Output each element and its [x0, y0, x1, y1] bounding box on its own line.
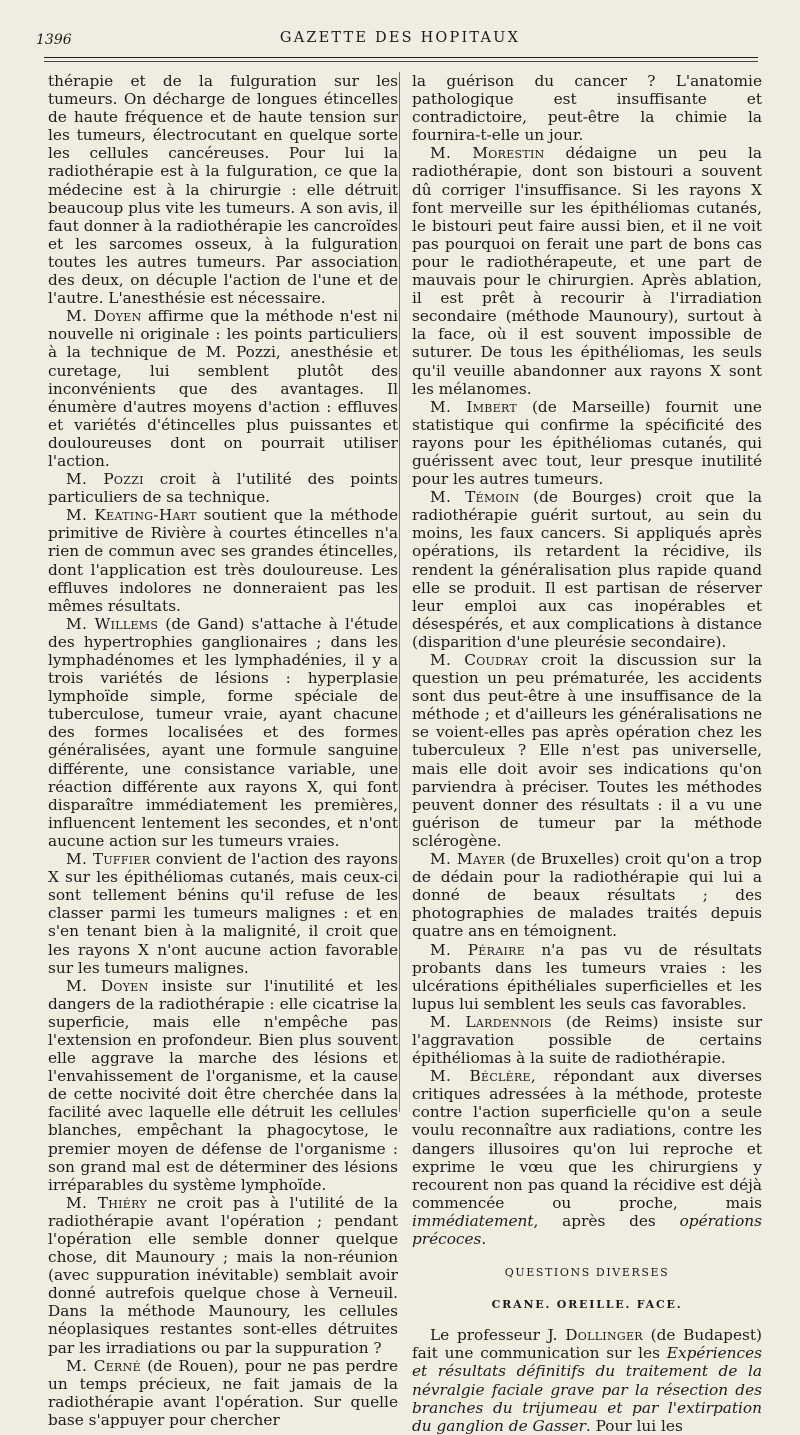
paragraph [412, 72, 762, 144]
speaker-name: M. Doyen [66, 307, 142, 326]
paragraph [412, 1013, 762, 1067]
paragraph-text: n'a pas vu de résultats probants dans les tumeurs vraies : les ulcérations épithéliales superficielles et les lupus lui semblent les seuls cas favorables. [412, 940, 762, 1013]
speaker-name: M. Keating-Hart [66, 506, 197, 525]
paragraph [412, 144, 762, 397]
paragraph-text: affirme que la méthode n'est ni nouvelle ni originale : les points particuliers à la technique de M. Pozzi, anesthésie et curetage, lui semblent plutôt des inconvénients que des avantages. Il énumère d'autres moyens d'action : effluves et variétés d'étincelles plus puissantes et douloureuses dont on pourrait utiliser l'action. [48, 307, 398, 470]
speaker-name: M. Imbert [430, 397, 518, 416]
paragraph [412, 651, 762, 850]
article-body [48, 72, 763, 1435]
speaker-name: M. Lardennois [430, 1012, 552, 1031]
paragraph-text: insiste sur l'inutilité et les dangers de la radiothérapie : elle cicatrise la superficie, mais elle n'empêche pas l'extension en profondeur. Bien plus souvent elle aggrave la marche des lésions et l'envahissement de l'organisme, et la cause de cette nocivité doit être cherchée dans la facilité avec laquelle elle détruit les cellules blanches, empêchant la phagocytose, le premier moyen de défense de l'organisme : son grand mal est de déterminer des lésions irréparables du système lymphoïde. [48, 976, 398, 1194]
paragraph [412, 398, 762, 488]
paragraph [48, 1194, 398, 1357]
emphasis-text: opérations précoces [412, 1211, 762, 1248]
paragraph-text: ne croit pas à l'utilité de la radiothérapie avant l'opération ; pendant l'opération elle semble donner quelque chose, dit Maunoury ; mais la non-réunion (avec suppuration inévitable) semblait avoir donné autrefois quelque chose à Verneuil. Dans la méthode Maunoury, les cellules néoplasiques restantes sont-elles détruites par les irradiations ou par la suppuration ? [48, 1193, 398, 1357]
speaker-name: Dollinger [565, 1326, 643, 1345]
paragraph-text: thérapie et de la fulguration sur les tumeurs. On décharge de longues étincelles de haute fréquence et de haute tension sur les tumeurs, électrocutant en quelque sorte les cellules cancéreuses. Pour lui la radiothérapie est à la fulguration, ce que la médecine est à la chirurgie : elle détruit beaucoup plus vite les tumeurs. A son avis, il faut donner à la radiothérapie les cancroïdes et les sarcomes osseux, à la fulguration toutes les autres tumeurs. Par association des deux, on décuple l'action de l'une et de l'autre. L'anesthésie est nécessaire. [48, 72, 398, 308]
paragraph [48, 307, 398, 470]
speaker-name: M. Morestin [430, 144, 545, 163]
emphasis-text: immédiatement [412, 1211, 534, 1230]
page-header [36, 30, 764, 54]
paragraph [48, 615, 398, 850]
speaker-name: M. Péraire [430, 940, 526, 959]
paragraph [48, 977, 398, 1194]
right-column [412, 72, 763, 1435]
paragraph-text: (de Reims) insiste sur l'aggravation possible de certains épithéliomas à la suite de radiothérapie. [412, 1012, 763, 1068]
paragraph-text: dédaigne un peu la radiothérapie, dont son bistouri a souvent dû corriger l'insuffisance. Si les rayons X font merveille sur les épithéliomas cutanés, le bistouri peut faire aussi bien, et il ne voit pas pourquoi on ferait une part de bons cas pour le radiothérapeute, et une part de mauvais pour le chirurgien. Après ablation, il est prêt à recourir à l'irradiation secondaire (méthode Maunoury), surtout à la face, où il est souvent impossible de suturer. De tous les épithéliomas, les seuls qu'il veuille abandonner aux rayons X sont les mélanomes. [412, 144, 762, 398]
header-rule-thick [44, 57, 758, 58]
speaker-name: M. Béclère [430, 1067, 531, 1086]
journal-title: GAZETTE DES HOPITAUX [279, 30, 521, 46]
speaker-name: M. Cerné [66, 1356, 141, 1375]
paragraph-text: , répondant aux diverses critiques adressées à la méthode, proteste contre l'action superficielle qu'on a seule voulu reconnaître aux radiations, contre les dangers illusoires qu'on lui reproche et exprime le vœu que les chirurgiens y recourent non pas quand la récidive est déjà commencée ou proche, mais [412, 1067, 762, 1212]
speaker-name: M. Pozzi [66, 470, 144, 489]
paragraph-text: soutient que la méthode primitive de Rivière à courtes étincelles n'a rien de commun avec ses grandes étincelles, dont l'application est très douloureuse. Les effluves indolores ne donneraient pas les mêmes résultats. [48, 506, 398, 615]
paragraph-text: (de Budapest) fait une communication sur les [412, 1326, 762, 1363]
paragraph [412, 488, 762, 651]
paragraph [48, 850, 398, 977]
paragraph [412, 941, 762, 1013]
paragraph [48, 470, 398, 506]
header-rule-thin [44, 61, 758, 62]
paragraph-text: convient de l'action des rayons X sur les épithéliomas cutanés, mais ceux-ci sont tellement bénins qu'il refuse de les classer parmi les tumeurs malignes : et en s'en tenant bien à la malignité, il croit que les rayons X n'ont aucune action favorable sur les tumeurs malignes. [48, 850, 398, 977]
subsection-title: CRANE. OREILLE. FACE. [491, 1298, 683, 1312]
paragraph-text: croit à l'utilité des points particuliers de sa technique. [48, 470, 398, 507]
paragraph-text: croit la discussion sur la question un peu prématurée, les accidents sont dus peut-être à une insuffisance de la méthode ; et d'ailleurs les généralisations ne se voient-elles pas après opération chez les tuberculeux ? Elle n'est pas universelle, mais elle doit avoir ses indications qu'on parviendra à préciser. Toutes les méthodes peuvent donner des résultats : il a vu une guérison de tumeur par la méthode sclérogène. [412, 651, 762, 850]
paragraph-text: (de Rouen), pour ne pas perdre un temps précieux, ne fait jamais de la radiothérapie avant l'opération. Sur quelle base s'appuyer pour chercher [48, 1356, 398, 1429]
paragraph-text: . Pour lui les [585, 1416, 683, 1435]
paragraph [48, 1357, 398, 1429]
speaker-name: M. Coudray [430, 651, 529, 669]
paragraph-text: (de Marseille) fournit une statistique qui confirme la spécificité des rayons pour les épithéliomas cutanés, qui guérissent avec tout, leur presque inutilité pour les autres tumeurs. [412, 397, 762, 489]
paragraph-text: (de Bourges) croit que la radiothérapie guérit surtout, au sein du moins, les faux cancers. Si appliqués après opérations, ils retardent la récidive, ils rendent la généralisation plus rapide quand elle se produit. Il est partisan de réserver leur emploi aux cas inopérables et désespérés, et aux complications à distance (disparition d'une pleurésie secondaire). [412, 488, 762, 651]
paragraph [48, 506, 398, 615]
paragraph-text: , après des [533, 1211, 680, 1230]
speaker-name: M. Tuffier [66, 850, 151, 869]
paragraph [412, 1326, 762, 1435]
paragraph-text: . [481, 1230, 487, 1248]
section-title: QUESTIONS DIVERSES [504, 1266, 670, 1280]
paragraph [412, 1067, 762, 1248]
paragraph-text: la guérison du cancer ? L'anatomie pathologique est insuffisante et contradictoire, peut-être la chimie la fournira-t-elle un jour. [412, 72, 762, 145]
speaker-name: M. Willems [66, 614, 159, 633]
paragraph [48, 72, 398, 307]
paragraph [412, 850, 762, 940]
speaker-name: M. Mayer [430, 850, 506, 869]
speaker-name: M. Doyen [66, 976, 149, 995]
paragraph-text: (de Gand) s'attache à l'étude des hypertrophies ganglionaires ; dans les lymphadénomes et les lymphadénies, il y a trois variétés de lésions : hyperplasie lymphoïde simple, forme spéciale de tuberculose, tumeur vraie, ayant chacune des formes localisées et des formes généralisées, ayant une formule sanguine différente, une consistance variable, une réaction différente aux rayons X, qui font disparaître immédiatement les premières, influencent lentement les secondes, et n'ont aucune action sur les tumeurs vraies. [48, 614, 398, 850]
left-column [48, 72, 398, 1429]
speaker-name: M. Thiéry [66, 1193, 147, 1212]
speaker-name: M. Témoin [430, 488, 520, 507]
emphasis-text: Expériences et résultats définitifs du traitement de la névralgie faciale grave par la résection des branches du trijumeau et par l'extirpation du ganglion de Gasser [412, 1344, 762, 1435]
page-number: 1396 [36, 32, 72, 48]
paragraph-text: (de Bruxelles) croit qu'on a trop de dédain pour la radiothérapie qui lui a donné de beaux résultats ; des photographies de malades traités depuis quatre ans en témoignent. [412, 850, 762, 941]
paragraph-text: Le professeur J. [430, 1326, 566, 1345]
